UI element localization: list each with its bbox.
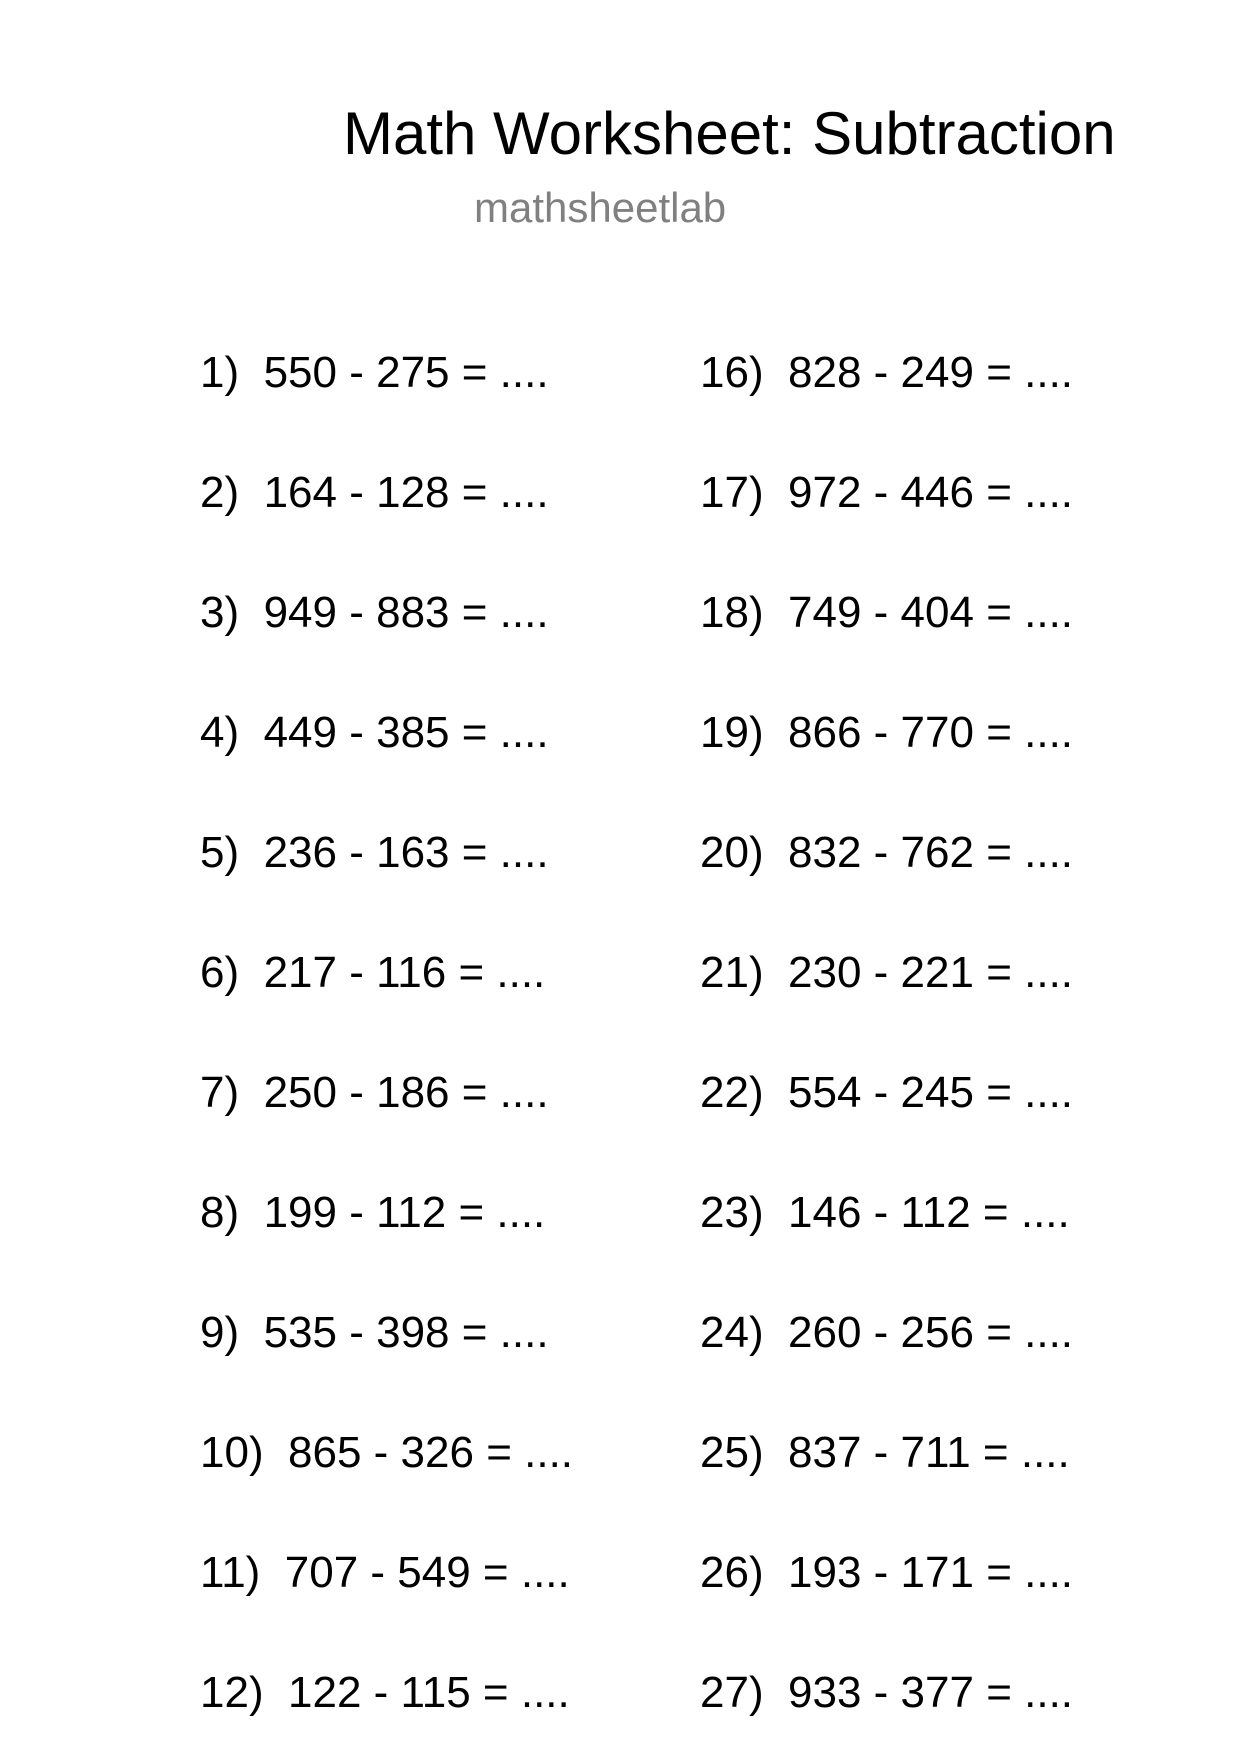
problem-expression: 749 - 404 = .... <box>788 588 1074 637</box>
problem-number: 12) <box>200 1668 264 1717</box>
problem-item <box>200 1065 549 1121</box>
problem-expression: 832 - 762 = .... <box>788 828 1074 877</box>
problem-item <box>200 1665 570 1721</box>
problem-expression: 828 - 249 = .... <box>788 348 1074 397</box>
problem-item <box>200 1305 549 1361</box>
problem-number: 8) <box>200 1188 240 1237</box>
problem-expression: 199 - 112 = .... <box>263 1188 546 1237</box>
problem-item <box>700 465 1073 521</box>
problem-expression: 449 - 385 = .... <box>263 708 549 757</box>
problem-number: 24) <box>700 1308 764 1357</box>
problem-number: 20) <box>700 828 764 877</box>
problem-expression: 236 - 163 = .... <box>263 828 549 877</box>
problem-number: 17) <box>700 468 764 517</box>
problem-number: 21) <box>700 948 764 997</box>
problem-expression: 260 - 256 = .... <box>788 1308 1074 1357</box>
problem-item <box>700 1065 1073 1121</box>
page-subtitle: mathsheetlab <box>474 184 727 231</box>
problem-expression: 535 - 398 = .... <box>263 1308 549 1357</box>
problem-expression: 164 - 128 = .... <box>263 468 549 517</box>
problem-item <box>200 345 549 401</box>
problem-item <box>700 1665 1073 1721</box>
problem-item <box>700 345 1073 401</box>
problem-item <box>200 945 545 1001</box>
problem-item <box>700 1305 1073 1361</box>
problem-item <box>700 585 1073 641</box>
problem-expression: 193 - 171 = .... <box>788 1548 1074 1597</box>
problem-expression: 550 - 275 = .... <box>263 348 549 397</box>
problem-number: 5) <box>200 828 240 877</box>
problem-item <box>700 705 1073 761</box>
problem-number: 9) <box>200 1308 240 1357</box>
problem-expression: 837 - 711 = .... <box>788 1428 1070 1477</box>
problem-expression: 865 - 326 = .... <box>288 1428 574 1477</box>
problem-item <box>200 585 549 641</box>
problem-item <box>200 1425 573 1481</box>
problem-number: 22) <box>700 1068 764 1117</box>
problem-number: 25) <box>700 1428 764 1477</box>
problem-item <box>700 945 1073 1001</box>
problem-number: 16) <box>700 348 764 397</box>
problem-expression: 250 - 186 = .... <box>263 1068 549 1117</box>
problem-expression: 972 - 446 = .... <box>788 468 1074 517</box>
problem-item <box>200 825 549 881</box>
problem-number: 2) <box>200 468 240 517</box>
problem-number: 6) <box>200 948 240 997</box>
problem-expression: 949 - 883 = .... <box>263 588 549 637</box>
problem-expression: 554 - 245 = .... <box>788 1068 1074 1117</box>
problem-number: 23) <box>700 1188 764 1237</box>
problem-expression: 933 - 377 = .... <box>788 1668 1074 1717</box>
problem-expression: 230 - 221 = .... <box>788 948 1074 997</box>
problem-number: 11) <box>200 1548 261 1597</box>
problem-expression: 146 - 112 = .... <box>788 1188 1070 1237</box>
problem-number: 19) <box>700 708 764 757</box>
problem-expression: 707 - 549 = .... <box>284 1548 570 1597</box>
problem-expression: 122 - 115 = .... <box>288 1668 570 1717</box>
problem-item <box>700 1545 1073 1601</box>
problem-item <box>200 1185 545 1241</box>
problem-number: 18) <box>700 588 764 637</box>
problem-number: 26) <box>700 1548 764 1597</box>
problem-item <box>200 705 549 761</box>
problem-number: 7) <box>200 1068 240 1117</box>
problem-item <box>700 1425 1070 1481</box>
problem-item <box>700 825 1073 881</box>
problem-item <box>700 1185 1070 1241</box>
problem-number: 4) <box>200 708 240 757</box>
problem-item <box>200 465 549 521</box>
problem-number: 3) <box>200 588 240 637</box>
problem-expression: 866 - 770 = .... <box>788 708 1074 757</box>
problem-number: 27) <box>700 1668 764 1717</box>
problem-expression: 217 - 116 = .... <box>263 948 546 997</box>
page-title: Math Worksheet: Subtraction <box>343 100 1116 167</box>
problem-number: 1) <box>200 348 240 397</box>
problem-number: 10) <box>200 1428 264 1477</box>
problem-item <box>200 1545 570 1601</box>
